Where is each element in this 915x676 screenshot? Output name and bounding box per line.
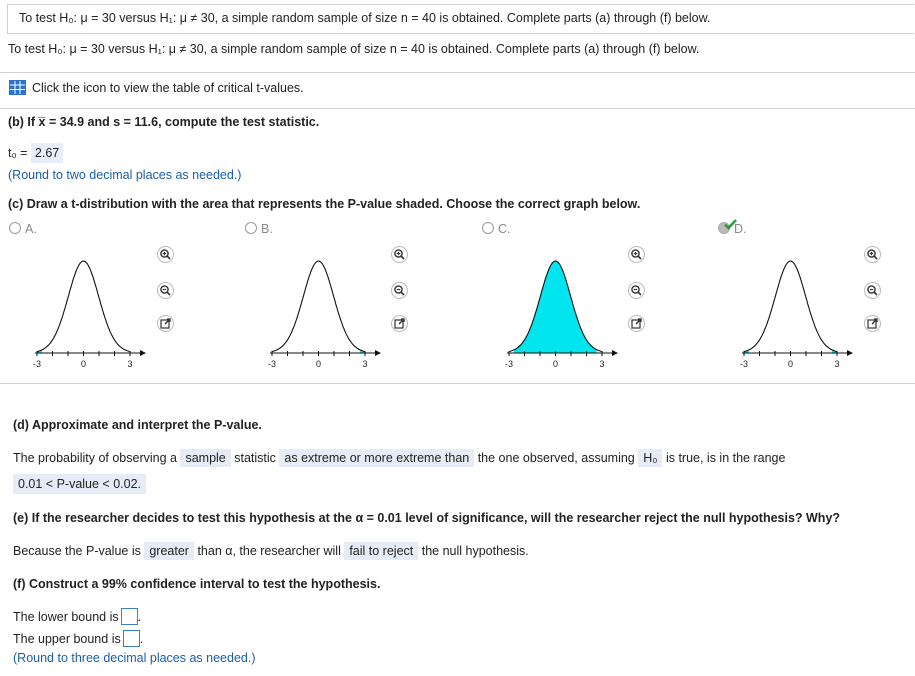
tick-label: 3 <box>127 359 133 369</box>
divider <box>0 72 915 73</box>
tick-label: 3 <box>834 359 840 369</box>
tick-label: -3 <box>504 359 514 369</box>
part-d-question: (d) Approximate and interpret the P-value. <box>13 418 262 432</box>
upper-bound-label: The upper bound is <box>13 632 121 646</box>
density-curve <box>272 261 365 352</box>
part-e-text: the null hypothesis. <box>421 544 529 558</box>
part-d-text: is true, is in the range <box>665 451 786 465</box>
zoom-in-icon[interactable] <box>391 246 408 263</box>
zoom-in-icon[interactable] <box>628 246 645 263</box>
dropdown-hypothesis[interactable]: H₀ <box>638 449 662 467</box>
radio-icon[interactable] <box>9 222 21 234</box>
lower-bound-label: The lower bound is <box>13 610 119 624</box>
part-d-text: the one observed, assuming <box>477 451 635 465</box>
part-e-text: Because the P-value is <box>13 544 141 558</box>
tick-label: 3 <box>362 359 368 369</box>
graphs-area <box>0 240 915 400</box>
axis-arrow <box>140 350 146 356</box>
tick-label: 3 <box>599 359 605 369</box>
expand-icon[interactable] <box>391 315 408 332</box>
header-prompt: To test H₀: μ = 30 versus H₁: μ ≠ 30, a simple random sample of size n = 40 is obtained. Complete parts (a) through (f) below. <box>19 11 711 25</box>
lower-bound-input[interactable] <box>121 608 138 625</box>
upper-bound-input[interactable] <box>123 630 140 647</box>
part-f-note: (Round to three decimal places as needed.) <box>13 651 256 665</box>
table-link[interactable] <box>9 80 304 95</box>
expand-icon[interactable] <box>628 315 645 332</box>
part-e-question: (e) If the researcher decides to test this hypothesis at the α = 0.01 level of significance, will the researcher reject the null hypothesis? Why? <box>13 511 841 525</box>
dropdown-fail-to-reject[interactable]: fail to reject <box>344 542 418 560</box>
option-d-radio[interactable]: D. <box>718 222 747 236</box>
option-c-radio[interactable]: C. <box>482 222 511 236</box>
tick-label: -3 <box>32 359 42 369</box>
part-d-text: statistic <box>234 451 276 465</box>
part-b-note: (Round to two decimal places as needed.) <box>8 168 242 182</box>
density-curve <box>744 261 837 352</box>
expand-icon[interactable] <box>864 315 881 332</box>
axis-arrow <box>847 350 853 356</box>
axis-arrow <box>612 350 618 356</box>
tick-label: -3 <box>267 359 277 369</box>
tick-label: 0 <box>80 359 87 369</box>
part-b-question: (b) If x̅ = 34.9 and s = 11.6, compute the test statistic. <box>8 115 320 129</box>
option-a-radio[interactable]: A. <box>9 222 37 236</box>
expand-icon[interactable] <box>157 315 174 332</box>
radio-icon[interactable] <box>482 222 494 234</box>
radio-icon[interactable] <box>245 222 257 234</box>
zoom-in-icon[interactable] <box>157 246 174 263</box>
dropdown-sample[interactable]: sample <box>180 449 230 467</box>
part-c-question: (c) Draw a t-distribution with the area that represents the P-value shaded. Choose the correct graph below. <box>8 197 641 211</box>
option-b-radio[interactable]: B. <box>245 222 273 236</box>
axis-arrow <box>375 350 381 356</box>
checkmark-icon <box>724 219 737 230</box>
divider <box>0 108 915 109</box>
table-link-text[interactable]: Click the icon to view the table of critical t-values. <box>32 81 304 95</box>
tick-label: 0 <box>787 359 794 369</box>
t-stat-answer[interactable]: 2.67 <box>31 143 63 163</box>
dropdown-range[interactable]: 0.01 < P-value < 0.02. <box>13 474 146 494</box>
tick-label: 0 <box>315 359 322 369</box>
divider <box>0 383 915 384</box>
zoom-in-icon[interactable] <box>864 246 881 263</box>
t-stat-label: t₀ = <box>8 146 28 160</box>
part-d-text: The probability of observing a <box>13 451 177 465</box>
zoom-out-icon[interactable] <box>864 282 881 299</box>
part-e-text: than α, the researcher will <box>197 544 341 558</box>
dropdown-greater[interactable]: greater <box>144 542 194 560</box>
density-curve <box>37 261 130 352</box>
question-prompt: To test H₀: μ = 30 versus H₁: μ ≠ 30, a simple random sample of size n = 40 is obtained. Complete parts (a) through (f) below. <box>8 42 700 56</box>
zoom-out-icon[interactable] <box>157 282 174 299</box>
tick-label: 0 <box>552 359 559 369</box>
zoom-out-icon[interactable] <box>628 282 645 299</box>
dropdown-extreme[interactable]: as extreme or more extreme than <box>279 449 474 467</box>
part-f-question: (f) Construct a 99% confidence interval to test the hypothesis. <box>13 577 381 591</box>
zoom-out-icon[interactable] <box>391 282 408 299</box>
tick-label: -3 <box>739 359 749 369</box>
table-icon[interactable] <box>9 80 26 95</box>
shaded-area <box>514 261 597 353</box>
